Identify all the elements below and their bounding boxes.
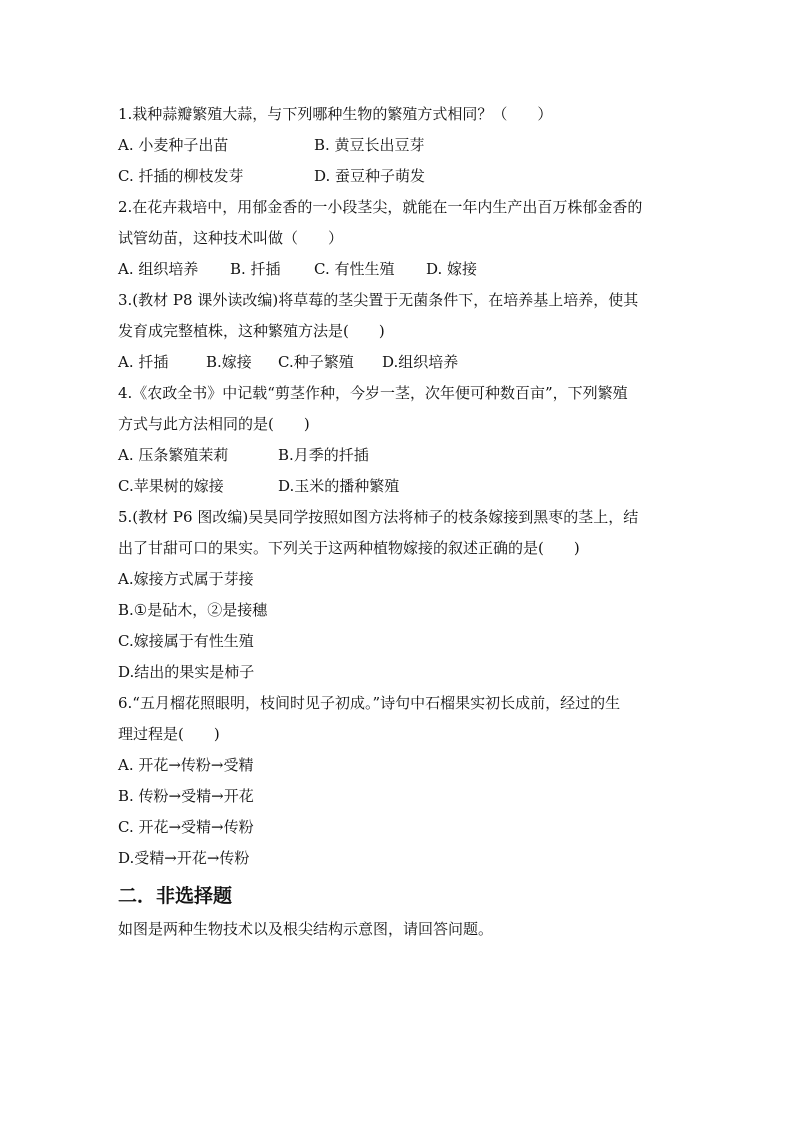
- section-2-intro: 如图是两种生物技术以及根尖结构示意图，请回答问题。: [118, 920, 494, 938]
- q5-stem-line-1: 5.(教材 P6 图改编)吴昊同学按照如图方法将柿子的枝条嫁接到黑枣的茎上，结: [118, 508, 639, 526]
- section-2-title: 二．非选择题: [118, 885, 233, 907]
- q5-option-c: C.嫁接属于有性生殖: [118, 632, 254, 650]
- q1-option-c: C. 扦插的柳枝发芽: [118, 167, 244, 185]
- q2-option-c: C. 有性生殖: [314, 260, 395, 278]
- q1-option-d: D. 蚕豆种子萌发: [314, 167, 426, 185]
- q1-options-row-2: [118, 161, 678, 192]
- q4-option-d: D.玉米的播种繁殖: [278, 477, 400, 495]
- q3-stem-line-2: 发育成完整植株，这种繁殖方法是( ): [118, 322, 385, 340]
- q1-options-row-1: [118, 130, 678, 161]
- q4-option-c: C.苹果树的嫁接: [118, 477, 224, 495]
- q3-option-a: A. 扦插: [118, 353, 169, 371]
- q3-option-b: B.嫁接: [206, 353, 252, 371]
- q2-option-d: D. 嫁接: [426, 260, 478, 278]
- q5-option-b: B.①是砧木，②是接穗: [118, 601, 268, 619]
- q6-option-c: C. 开花→受精→传粉: [118, 818, 254, 836]
- q4-options-row-1: [118, 440, 678, 471]
- q1-option-b: B. 黄豆长出豆芽: [314, 136, 425, 154]
- q6-option-d: D.受精→开花→传粉: [118, 849, 250, 867]
- q2-stem-line-2: 试管幼苗，这种技术叫做（ ）: [118, 229, 344, 247]
- q3-stem-line-1: 3.(教材 P8 课外读改编)将草莓的茎尖置于无菌条件下，在培养基上培养，使其: [118, 291, 639, 309]
- worksheet-page: [118, 99, 678, 945]
- q5-stem-line-2: 出了甘甜可口的果实。下列关于这两种植物嫁接的叙述正确的是( ): [118, 539, 580, 557]
- q5-option-a: A.嫁接方式属于芽接: [118, 570, 254, 588]
- q4-option-a: A. 压条繁殖茉莉: [118, 446, 229, 464]
- q3-option-c: C.种子繁殖: [278, 353, 354, 371]
- q3-option-d: D.组织培养: [382, 353, 459, 371]
- q4-option-b: B.月季的扦插: [278, 446, 369, 464]
- q6-option-b: B. 传粉→受精→开花: [118, 787, 254, 805]
- q6-stem-line-1: 6.“五月榴花照眼明，枝间时见子初成。”诗句中石榴果实初长成前，经过的生: [118, 694, 621, 712]
- q2-option-a: A. 组织培养: [118, 260, 199, 278]
- q2-stem-line-1: 2.在花卉栽培中，用郁金香的一小段茎尖，就能在一年内生产出百万株郁金香的: [118, 198, 643, 216]
- q5-option-d: D.结出的果实是柿子: [118, 663, 255, 681]
- q4-stem-line-2: 方式与此方法相同的是( ): [118, 415, 310, 433]
- q6-stem-line-2: 理过程是( ): [118, 725, 220, 743]
- q1-stem: 1.栽种蒜瓣繁殖大蒜，与下列哪种生物的繁殖方式相同？（ ）: [118, 105, 553, 123]
- q4-stem-line-1: 4.《农政全书》中记载“剪茎作种，今岁一茎，次年便可种数百亩”，下列繁殖: [118, 384, 628, 402]
- q2-option-b: B. 扦插: [230, 260, 281, 278]
- q2-options-row: [118, 254, 678, 285]
- q1-option-a: A. 小麦种子出苗: [118, 136, 229, 154]
- q4-options-row-2: [118, 471, 678, 502]
- q6-option-a: A. 开花→传粉→受精: [118, 756, 254, 774]
- q3-options-row: [118, 347, 678, 378]
